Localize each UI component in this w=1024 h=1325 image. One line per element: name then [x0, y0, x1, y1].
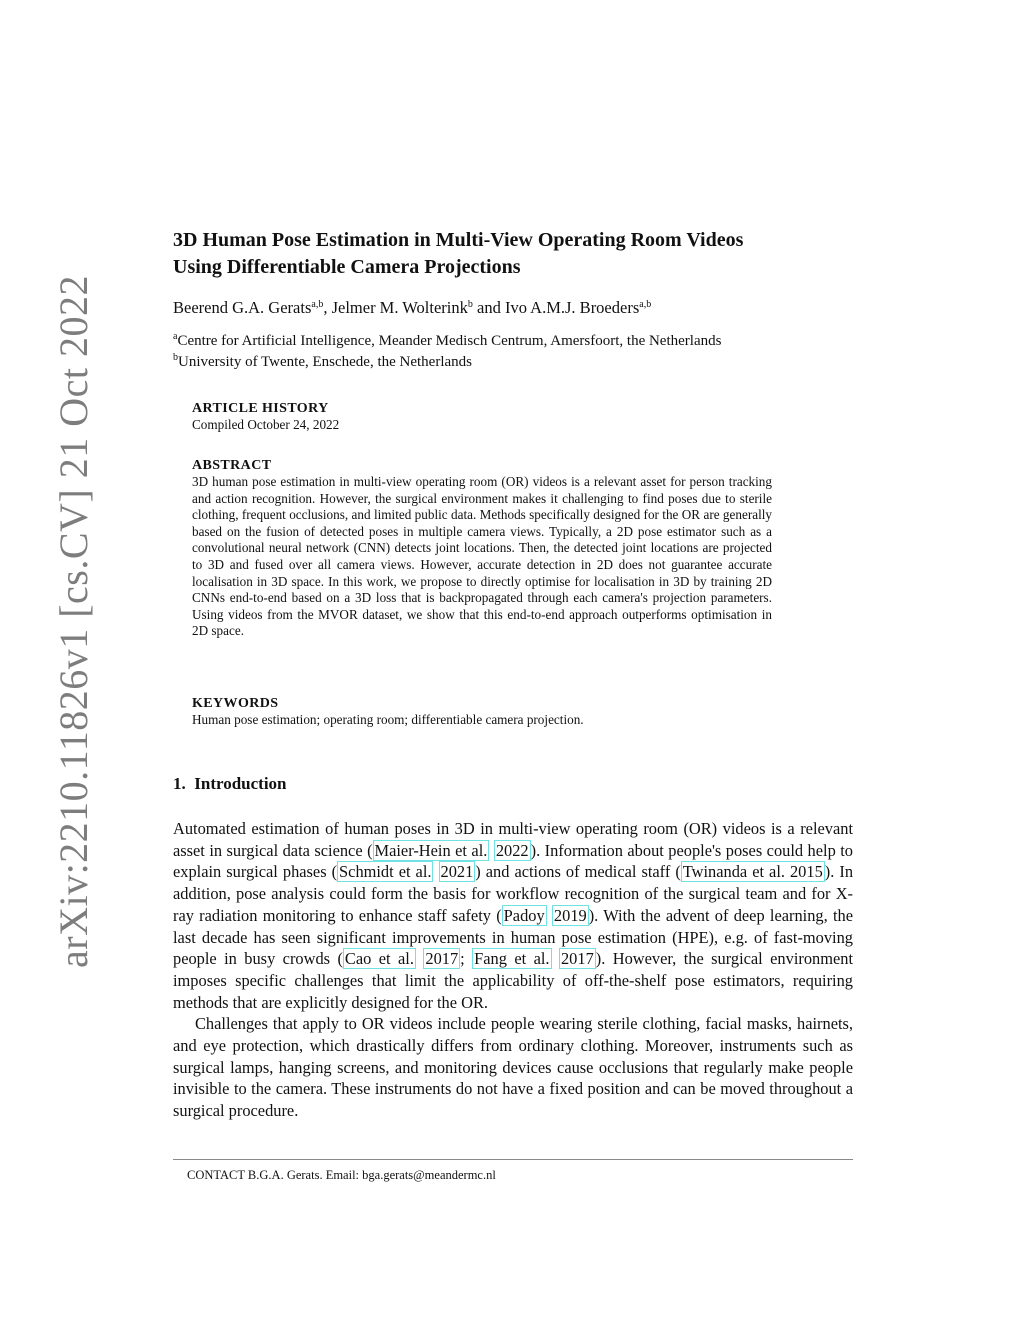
section-number: 1.: [173, 774, 186, 793]
author-affil-mark: a,b: [639, 299, 652, 310]
keywords-heading: KEYWORDS: [192, 696, 279, 711]
affil-text: University of Twente, Enschede, the Netherlands: [178, 354, 473, 370]
author-separator: and: [472, 298, 505, 317]
citation-link[interactable]: Twinanda et al. 2015: [682, 862, 823, 882]
abstract-heading: ABSTRACT: [192, 458, 272, 473]
introduction-body: [173, 818, 853, 1122]
text-run: ). In addition, pose analysis could form the basis for workflow recognition of the surgical team and for X-ray radiation monitoring to enhance staff safety (: [173, 862, 854, 925]
author-separator: ,: [323, 298, 332, 317]
text-run: ). With the advent of deep learning, the last decade has seen significant improvements in human pose estimation (HPE), e.g. of fast-moving people in busy crowds (: [173, 905, 853, 969]
keywords: [192, 696, 772, 729]
abstract-text: 3D human pose estimation in multi-view operating room (OR) videos is a relevant asset for person tracking and action recognition. However, the surgical environment makes it challenging to find poses due to sterile clothing, frequent occlusions, and limited public data. Methods specifically designed for the OR are generally based on the fusion of detected poses in multiple camera views. Typically, a 2D pose estimator such as a convolutional neural network (CNN) detects joint locations. Then, the detected joint locations are projected to 3D and fused over all camera views. However, accurate detection in 2D does not guarantee accurate localisation in 3D space. In this work, we propose to directly optimise for localisation in 3D by training 2D CNNs end-to-end based on a 3D loss that is backpropagated through each camera's projection parameters. Using videos from the MVOR dataset, we show that this end-to-end approach outperforms optimisation in 2D space.: [192, 474, 772, 639]
citation-link[interactable]: Padoy: [503, 905, 545, 925]
citation-link[interactable]: Cao et al.: [344, 949, 414, 969]
title-line-2: Using Differentiable Camera Projections: [173, 256, 521, 278]
intro-paragraph-2: Challenges that apply to OR videos include people wearing sterile clothing, facial masks, hairnets, and eye protection, which drastically differs from ordinary clothing. Moreover, instruments such as surgical lamps, hanging screens, and monitoring devices cause occlusions that regularly make people invisible to the camera. These instruments do not have a fixed position and can be moved throughout a surgical procedure.: [173, 1014, 853, 1121]
author-name: Beerend G.A. Gerats: [173, 298, 312, 317]
citation-link[interactable]: Fang et al.: [474, 949, 550, 969]
text-run: [433, 862, 438, 881]
article-history-heading: ARTICLE HISTORY: [192, 401, 329, 416]
paper-title: [173, 227, 853, 281]
citation-link[interactable]: Schmidt et al.: [339, 862, 432, 882]
text-run: ). However, the surgical environment imposes specific challenges that limit the applicability of off-the-shelf pose estimators, requiring methods that are explicitly designed for the OR.: [173, 949, 854, 1012]
citation-link[interactable]: 2017: [425, 949, 459, 969]
footnote-divider: [173, 1159, 853, 1160]
title-line-1: 3D Human Pose Estimation in Multi-View Operating Room Videos: [173, 229, 744, 251]
citation-link[interactable]: 2021: [440, 862, 474, 882]
author-affil-mark: a,b: [311, 299, 324, 310]
section-heading: [173, 774, 287, 794]
citation-link[interactable]: 2022: [495, 840, 529, 860]
affil-text: Centre for Artificial Intelligence, Meander Medisch Centrum, Amersfoort, the Netherlands: [177, 333, 722, 349]
author-name: Jelmer M. Wolterink: [331, 298, 468, 317]
affiliation: [173, 352, 853, 373]
author-name: Ivo A.M.J. Broeders: [504, 298, 640, 317]
citation-link[interactable]: 2017: [560, 949, 594, 969]
contact-footnote: CONTACT B.G.A. Gerats. Email: bga.gerats@meandermc.nl: [187, 1168, 496, 1182]
article-history-text: Compiled October 24, 2022: [192, 417, 340, 432]
intro-paragraph-1: [173, 818, 853, 1013]
citation-link[interactable]: 2019: [553, 905, 587, 925]
keywords-text: Human pose estimation; operating room; differentiable camera projection.: [192, 712, 584, 727]
text-run: Automated estimation of human poses in 3D in multi-view operating room (OR) videos is a relevant asset in surgical data science (: [173, 819, 853, 860]
text-run: ) and actions of medical staff (: [475, 862, 681, 882]
author-affil-mark: b: [467, 299, 473, 310]
text-run: [552, 949, 559, 968]
text-run: ). Information about people's poses could help to explain surgical phases (: [173, 840, 853, 882]
arxiv-identifier: arXiv:2210.11826v1 [cs.CV] 21 Oct 2022: [51, 275, 96, 968]
affiliations: [173, 331, 853, 373]
citation-link[interactable]: Maier-Hein et al.: [374, 840, 488, 860]
author-list: [173, 298, 853, 318]
abstract: [192, 458, 772, 640]
article-history: [192, 401, 772, 434]
section-title: Introduction: [194, 774, 287, 793]
affil-mark: b: [173, 352, 178, 363]
text-run: ;: [460, 949, 473, 969]
affil-mark: a: [173, 331, 178, 342]
affiliation: [173, 331, 853, 352]
